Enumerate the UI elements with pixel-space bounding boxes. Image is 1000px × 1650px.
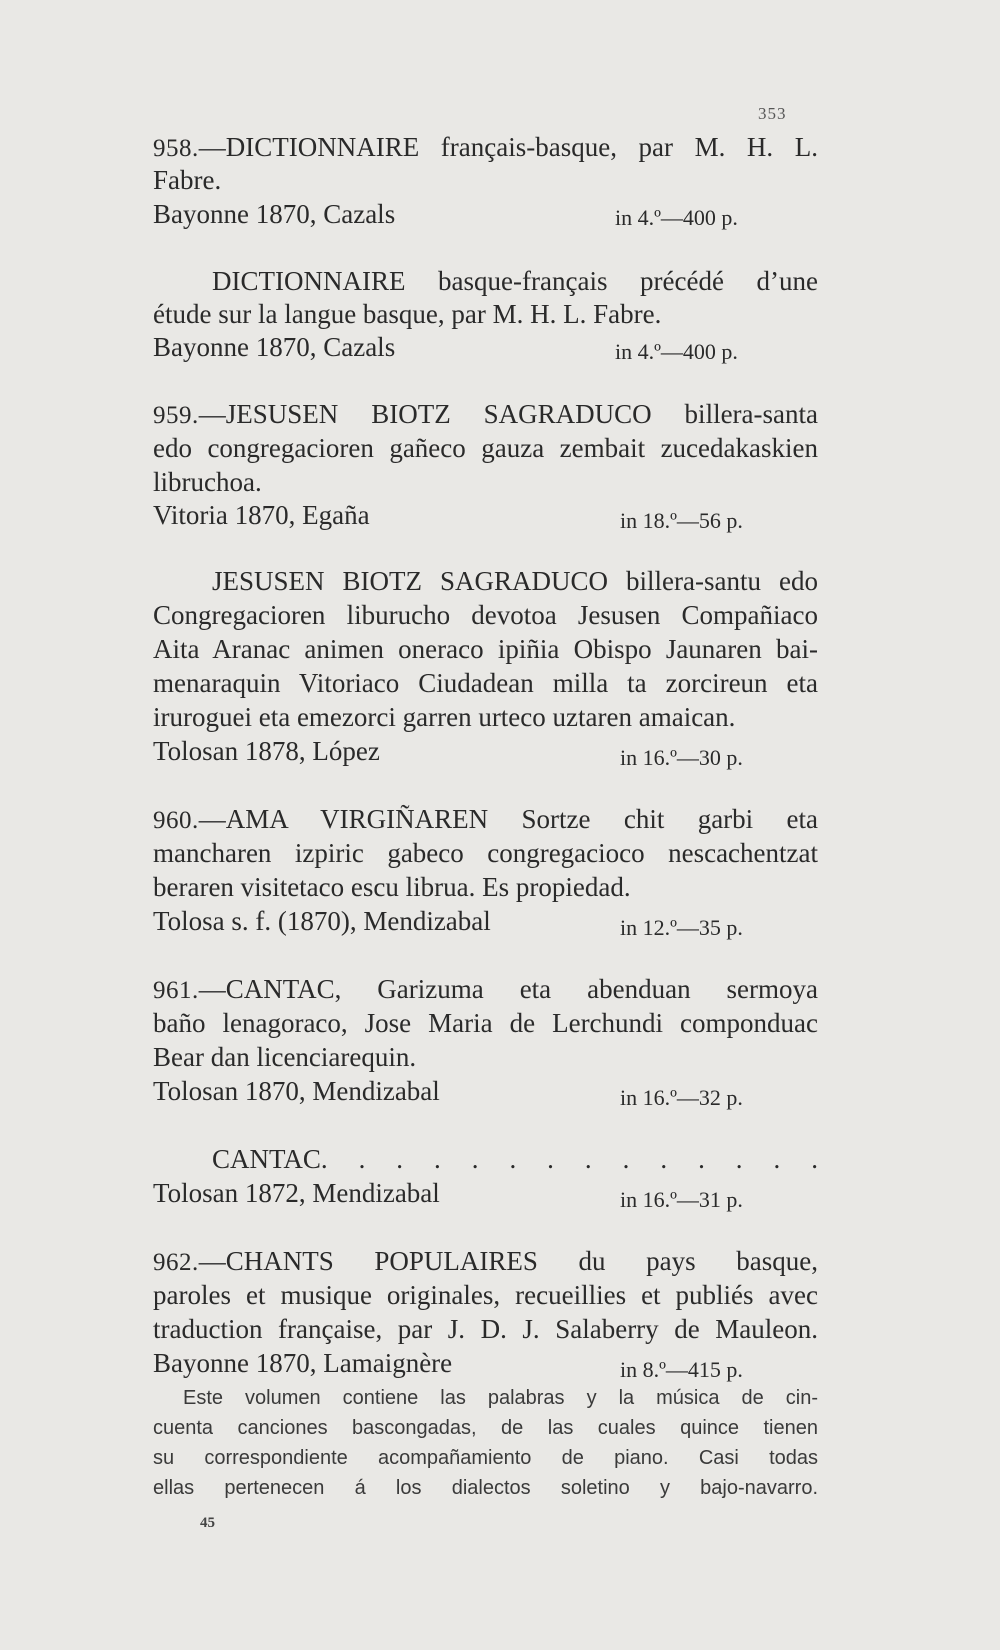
entry-959-line-2: edo congregacioren gañeco gauza zembait zucedakaskien xyxy=(153,433,818,463)
entry-960-line-3: beraren visitetaco escu librua. Es propiedad. xyxy=(153,872,631,902)
entry-959-imprint: Vitoria 1870, Egaña xyxy=(153,500,370,530)
entry-jesusen-imprint: Tolosan 1878, López xyxy=(153,736,380,766)
entry-962-format: in 8.º—415 p. xyxy=(620,1357,743,1382)
entry-962-imprint: Bayonne 1870, Lamaignère xyxy=(153,1348,453,1378)
entry-959-line-1: 959.—JESUSEN BIOTZ SAGRADUCO billera-santa xyxy=(153,399,818,429)
entry-961-line-3: Bear dan licenciarequin. xyxy=(153,1042,417,1072)
entry-961-line-1: 961.—CANTAC, Garizuma eta abenduan sermoya xyxy=(153,974,818,1004)
entry-number: 959. xyxy=(153,402,199,429)
entry-dict-line-1: DICTIONNAIRE basque-français précédé d’une xyxy=(212,266,818,296)
entry-jesusen-line-4: menaraquin Vitoriaco Ciudadean milla ta zorcireun eta xyxy=(153,668,818,698)
entry-962-line-3: traduction française, par J. D. J. Salaberry de Mauleon. xyxy=(153,1314,818,1344)
entry-961-line-2: baño lenagoraco, Jose Maria de Lerchundi componduac xyxy=(153,1008,818,1038)
entry-jesusen-line-3: Aita Aranac animen oneraco ipiñia Obispo Jaunaren bai- xyxy=(153,634,818,664)
entry-960-line-1: 960.—AMA VIRGIÑAREN Sortze chit garbi eta xyxy=(153,804,818,834)
entry-jesusen-line-1: JESUSEN BIOTZ SAGRADUCO billera-santu edo xyxy=(212,566,818,596)
entry-958-imprint: Bayonne 1870, Cazals xyxy=(153,199,396,229)
entry-962-line-1: 962.—CHANTS POPULAIRES du pays basque, xyxy=(153,1246,818,1276)
entry-jesusen-format: in 16.º—30 p. xyxy=(620,745,743,770)
printer-signature: 45 xyxy=(200,1515,215,1531)
entry-number: 960. xyxy=(153,807,199,834)
entry-959-line-3: libruchoa. xyxy=(153,467,262,497)
entry-960-format: in 12.º—35 p. xyxy=(620,915,743,940)
entry-dict-format: in 4.º—400 p. xyxy=(615,339,738,364)
entry-cantac-imprint: Tolosan 1872, Mendizabal xyxy=(153,1178,440,1208)
entry-958-line-1: 958.—DICTIONNAIRE français-basque, par M. H. L. xyxy=(153,132,818,162)
note-line-1: Este volumen contiene las palabras y la música de cin- xyxy=(183,1387,818,1409)
entry-dict-line-2: étude sur la langue basque, par M. H. L. Fabre. xyxy=(153,299,662,329)
entry-cantac-format: in 16.º—31 p. xyxy=(620,1187,743,1212)
entry-dict-imprint: Bayonne 1870, Cazals xyxy=(153,332,396,362)
note-line-2: cuenta canciones bascongadas, de las cuales quince tienen xyxy=(153,1417,818,1439)
note-line-3: su correspondiente acompañamiento de piano. Casi todas xyxy=(153,1447,818,1469)
entry-number: 958. xyxy=(153,135,199,162)
entry-960-imprint: Tolosa s. f. (1870), Mendizabal xyxy=(153,906,491,936)
entry-958-format: in 4.º—400 p. xyxy=(615,205,738,230)
page-number: 353 xyxy=(758,104,787,123)
entry-cantac-line-1: CANTAC. . . . . . . . . . . . . . xyxy=(212,1144,818,1174)
entry-959-format: in 18.º—56 p. xyxy=(620,508,743,533)
entry-number: 961. xyxy=(153,977,199,1004)
entry-961-imprint: Tolosan 1870, Mendizabal xyxy=(153,1076,440,1106)
entry-961-format: in 16.º—32 p. xyxy=(620,1085,743,1110)
entry-962-line-2: paroles et musique originales, recueillies et publiés avec xyxy=(153,1280,818,1310)
entry-jesusen-line-5: iruroguei eta emezorci garren urteco uztaren amaican. xyxy=(153,702,736,732)
entry-960-line-2: mancharen izpiric gabeco congregacioco nescachentzat xyxy=(153,838,818,868)
entry-jesusen-line-2: Congregacioren liburucho devotoa Jesusen Compañiaco xyxy=(153,600,818,630)
entry-number: 962. xyxy=(153,1249,199,1276)
entry-958-line-2: Fabre. xyxy=(153,165,222,195)
note-line-4: ellas pertenecen á los dialectos soletino y bajo-navarro. xyxy=(153,1477,818,1499)
